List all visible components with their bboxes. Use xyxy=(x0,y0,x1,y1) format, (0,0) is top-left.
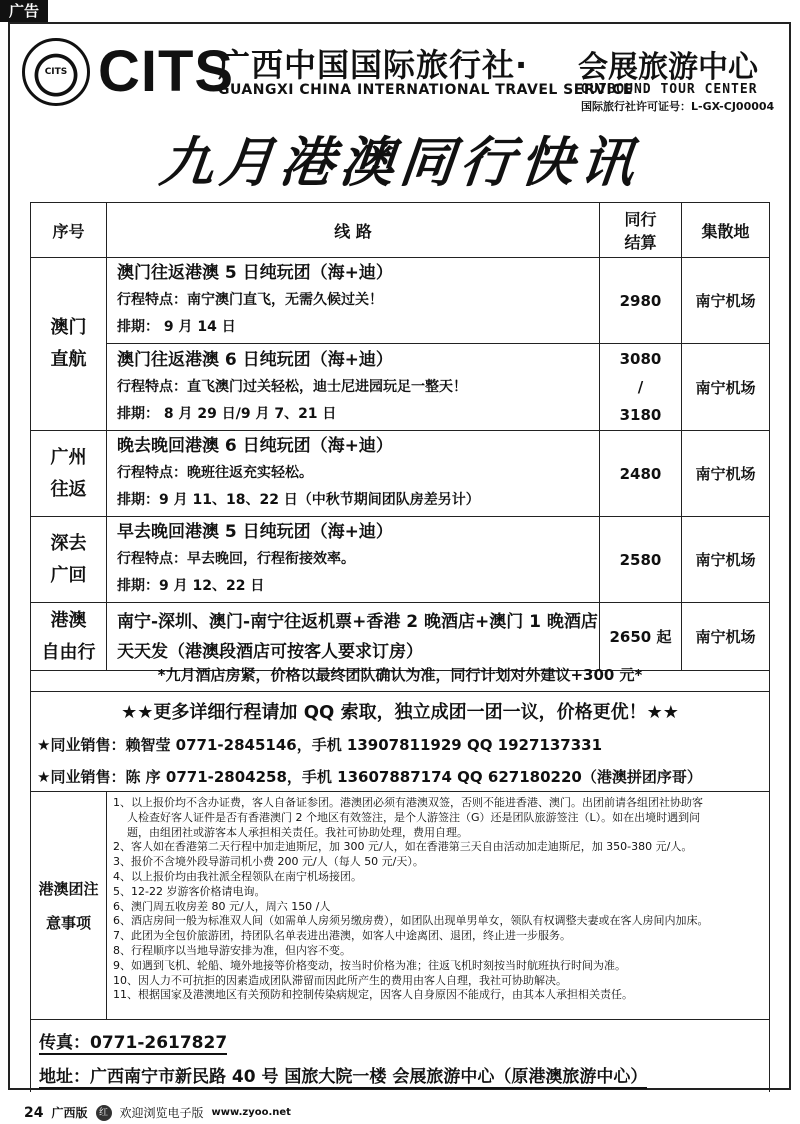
ad-tag: 广告 xyxy=(0,0,48,22)
route-title: 早去晚回港澳 5 日纯玩团（海+迪） xyxy=(117,522,393,542)
header-no: 序号 xyxy=(31,203,107,258)
category-cell xyxy=(31,258,107,431)
center-name-en: OUTBOUND TOUR CENTER xyxy=(581,82,758,97)
page-footer xyxy=(24,1104,291,1121)
list-item: 3、报价不含境外段导游司机小费 200 元/人（每人 50 元/天）。 xyxy=(113,855,424,869)
company-name-cn: 广西中国国际旅行社· xyxy=(218,46,529,84)
tour-table xyxy=(30,202,770,671)
fax-number: 传真：0771-2617827 xyxy=(39,1028,227,1055)
route-schedule: 排期：9 月 11、18、22 日（中秋节期间团队房差另计） xyxy=(117,492,480,508)
cits-wordmark: CITS xyxy=(98,39,235,104)
route-feature: 行程特点：直飞澳门过关轻松，迪士尼进园玩足一整天！ xyxy=(117,378,467,395)
header xyxy=(18,34,778,116)
list-item: 4、以上报价均由我社派全程领队在南宁机场接团。 xyxy=(113,869,362,883)
price-cell: 2980 xyxy=(600,258,682,344)
notes-label-line: 港澳团注 xyxy=(38,879,99,898)
route-feature: 行程特点：南宁澳门直飞，无需久候过关！ xyxy=(117,292,383,308)
header-route: 线 路 xyxy=(107,203,600,258)
category-line: 直航 xyxy=(50,349,87,370)
list-item: 7、此团为全包价旅游团，持团队名单表进出港澳，如客人中途离团、退团，终止进一步服务。 xyxy=(113,929,571,943)
price-cell: 2580 xyxy=(600,517,682,603)
table-header-row xyxy=(31,203,770,258)
list-item: 10、因人力不可抗拒的因素造成团队滞留而因此所产生的费用由客人自理，我社可协助解决。 xyxy=(113,973,567,987)
list-item: 5、12-22 岁游客价格请电询。 xyxy=(113,884,266,898)
price-cell: 2480 xyxy=(600,431,682,517)
list-item: 11、根据国家及港澳地区有关预防和控制传染病规定，因客人自身原因不能成行，由其本人承担相关责任。 xyxy=(113,988,633,1002)
category-line: 澳门 xyxy=(50,317,87,338)
category-line: 广州 xyxy=(50,446,87,468)
header-price-b: 结算 xyxy=(624,233,657,252)
promo-box xyxy=(30,692,770,792)
cits-globe-logo-icon xyxy=(22,38,90,106)
table-row xyxy=(31,431,770,517)
free-travel-line: 天天发（港澳段酒店可按客人要求订房） xyxy=(117,641,423,662)
price-cell: 2650 起 xyxy=(600,603,682,671)
table-row xyxy=(31,344,770,431)
header-price-a: 同行 xyxy=(624,210,657,229)
header-price xyxy=(600,203,682,258)
center-name-cn: 会展旅游中心 xyxy=(578,50,758,85)
contact-box xyxy=(30,1020,770,1092)
publisher-mark-icon: 红 xyxy=(96,1105,112,1121)
category-line: 深去 xyxy=(50,532,87,554)
promo-headline: ★★更多详细行程请加 QQ 索取，独立成团一团一议，价格更优！★★ xyxy=(121,702,679,723)
category-cell xyxy=(31,517,107,603)
header-depart: 集散地 xyxy=(682,203,770,258)
route-cell xyxy=(107,258,600,344)
page-headline: 九月港澳同行快讯 xyxy=(156,131,644,194)
notes-box xyxy=(30,792,770,1020)
edition-label: 广西版 xyxy=(51,1106,88,1120)
notes-label xyxy=(31,792,107,1019)
category-line: 自由行 xyxy=(41,641,96,663)
route-feature: 行程特点：晚班往返充实轻松。 xyxy=(117,465,313,481)
depart-cell: 南宁机场 xyxy=(682,258,770,344)
category-cell xyxy=(31,431,107,517)
page-number: 24 xyxy=(24,1104,44,1121)
list-item: 6、澳门周五收房差 80 元/人，周六 150 /人 xyxy=(113,899,331,913)
sales-contact: ★同业销售：赖智莹 0771-2845146，手机 13907811929 QQ 1927137331 xyxy=(37,736,603,754)
route-title: 澳门往返港澳 5 日纯玩团（海+迪） xyxy=(117,263,393,283)
route-cell xyxy=(107,517,600,603)
price-line: 3080 xyxy=(619,350,662,368)
list-item: 6、酒店房间一般为标准双人间（如需单人房须另缴房费），如团队出现单男单女，领队有权调整夫妻或在客人房间内加床。 xyxy=(113,914,709,928)
price-line: 3180 xyxy=(619,406,662,424)
depart-cell: 南宁机场 xyxy=(682,431,770,517)
table-row xyxy=(31,258,770,344)
footer-url[interactable]: www.zyoo.net xyxy=(211,1107,291,1118)
route-schedule: 排期： 8 月 29 日/9 月 7、21 日 xyxy=(117,405,337,422)
company-name-en: GUANGXI CHINA INTERNATIONAL TRAVEL SERVICE xyxy=(218,82,633,98)
category-line: 港澳 xyxy=(50,609,87,631)
depart-cell: 南宁机场 xyxy=(682,603,770,671)
depart-cell: 南宁机场 xyxy=(682,344,770,431)
list-item: 2、客人如在香港第二天行程中加走迪斯尼，加 300 元/人，如在香港第三天自由活动加走迪斯尼，加 350-380 元/人。 xyxy=(113,840,693,854)
notes-list xyxy=(113,796,763,1003)
sales-contact: ★同业销售：陈 序 0771-2804258，手机 13607887174 QQ 627180220（港澳拼团序哥） xyxy=(37,768,702,786)
license-number: 国际旅行社许可证号：L-GX-CJ00004 xyxy=(581,100,775,113)
route-cell xyxy=(107,344,600,431)
list-item: 人检查好客人证件是否有香港澳门 2 个地区有效签注，是个人游签注（G）还是团队旅游签注（L）。如在出境时遇到问 xyxy=(127,810,701,824)
route-title: 晚去晚回港澳 6 日纯玩团（海+迪） xyxy=(117,436,393,456)
route-schedule: 排期：9 月 12、22 日 xyxy=(117,578,265,594)
list-item: 题，由组团社或游客本人承担相关责任。我社可协助处理，费用自理。 xyxy=(127,825,468,839)
route-title: 澳门往返港澳 6 日纯玩团（海+迪） xyxy=(117,349,393,370)
table-row xyxy=(31,517,770,603)
route-schedule: 排期： 9 月 14 日 xyxy=(117,319,236,335)
list-item: 8、行程顺序以当地导游安排为准，但内容不变。 xyxy=(113,943,351,957)
price-cell xyxy=(600,344,682,431)
route-cell xyxy=(107,431,600,517)
price-note: *九月酒店房紧，价格以最终团队确认为准，同行计划对外建议+300 元* xyxy=(30,658,770,692)
list-item: 1、以上报价均不含办证费，客人自备证参团。港澳团必须有港澳双签，否则不能进香港、澳门。出团前请各组团社协助客 xyxy=(113,796,703,809)
category-line: 广回 xyxy=(50,564,87,586)
notes-label-line: 意事项 xyxy=(45,913,91,932)
address: 地址：广西南宁市新民路 40 号 国旅大院一楼 会展旅游中心（原港澳旅游中心） xyxy=(39,1062,647,1089)
footer-slogan: 欢迎浏览电子版 xyxy=(119,1106,204,1120)
route-feature: 行程特点：早去晚回，行程衔接效率。 xyxy=(117,551,355,567)
logo-inner-text: CITS xyxy=(44,67,68,77)
free-travel-line: 南宁-深圳、澳门-南宁往返机票+香港 2 晚酒店+澳门 1 晚酒店 xyxy=(117,611,598,632)
price-separator: / xyxy=(637,378,644,396)
list-item: 9、如遇到飞机、轮船、境外地接等价格变动，按当时价格为准；往返飞机时刻按当时航班执行时间为准。 xyxy=(113,958,626,972)
depart-cell: 南宁机场 xyxy=(682,517,770,603)
category-line: 往返 xyxy=(50,478,87,500)
